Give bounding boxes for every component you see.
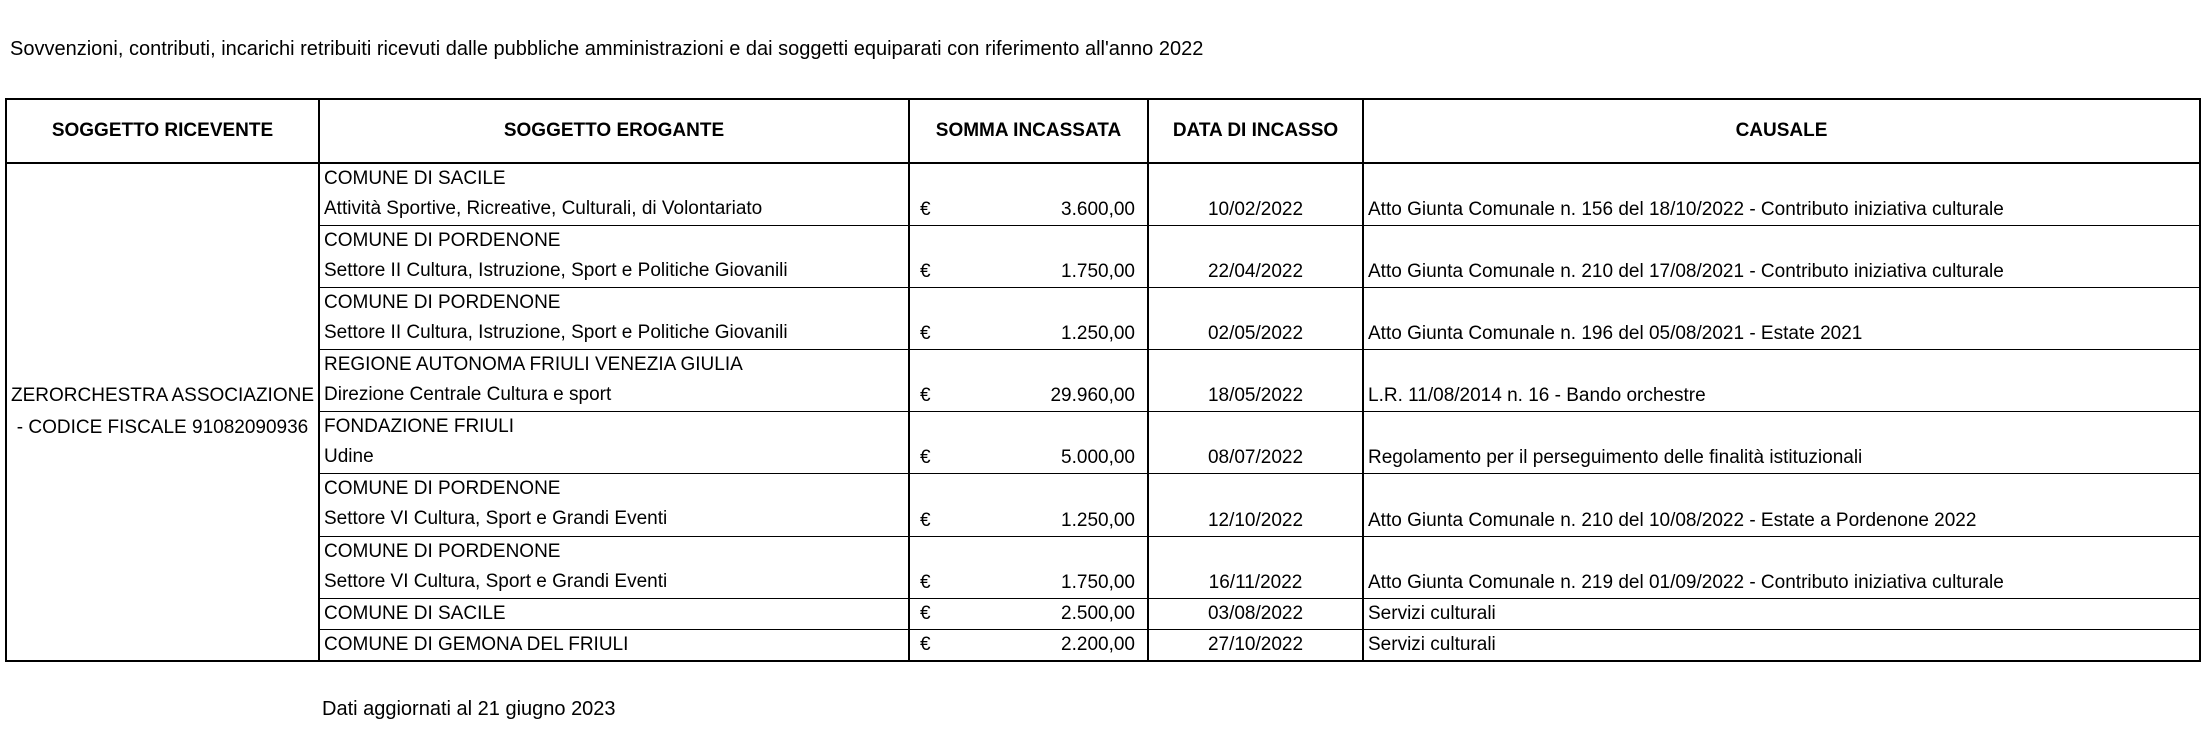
erogante-ente: COMUNE DI PORDENONE — [324, 478, 561, 500]
erogante-ente: COMUNE DI GEMONA DEL FRIULI — [324, 633, 629, 655]
erogante-ufficio: Settore II Cultura, Istruzione, Sport e Politiche Giovanili — [324, 259, 788, 281]
cell-data: 03/08/2022 — [1148, 598, 1363, 629]
cell-data: 18/05/2022 — [1148, 350, 1363, 412]
erogante-ufficio: Settore VI Cultura, Sport e Grandi Eventi — [324, 508, 668, 530]
cell-data: 02/05/2022 — [1148, 287, 1363, 349]
cell-somma — [909, 474, 1148, 536]
cell-data: 16/11/2022 — [1148, 536, 1363, 598]
header-erogante: SOGGETTO EROGANTE — [319, 99, 909, 163]
cell-somma — [909, 287, 1148, 349]
erogante-ufficio: Attività Sportive, Ricreative, Culturali, di Volontariato — [324, 198, 763, 219]
currency-symbol: € — [920, 447, 931, 469]
header-somma: SOMMA INCASSATA — [909, 99, 1148, 163]
amount-value: 5.000,00 — [1061, 447, 1135, 469]
table-row — [6, 287, 2200, 349]
cell-erogante — [319, 536, 909, 598]
cell-somma — [909, 225, 1148, 287]
cell-data: 08/07/2022 — [1148, 412, 1363, 474]
currency-symbol: € — [920, 323, 931, 345]
table-body — [6, 163, 2200, 661]
erogante-ufficio: Direzione Centrale Cultura e sport — [324, 384, 612, 406]
cell-erogante — [319, 350, 909, 412]
cell-data: 27/10/2022 — [1148, 629, 1363, 661]
erogante-ente: COMUNE DI SACILE — [324, 168, 506, 189]
table-row — [6, 536, 2200, 598]
header-data: DATA DI INCASSO — [1148, 99, 1363, 163]
cell-somma — [909, 412, 1148, 474]
erogante-ente: COMUNE DI SACILE — [324, 602, 506, 624]
erogante-ente: COMUNE DI PORDENONE — [324, 291, 561, 313]
header-causale: CAUSALE — [1363, 99, 2200, 163]
header-ricevente: SOGGETTO RICEVENTE — [6, 99, 319, 163]
cell-causale: Servizi culturali — [1363, 629, 2200, 661]
erogante-ufficio: Settore VI Cultura, Sport e Grandi Eventi — [324, 570, 668, 592]
currency-symbol: € — [920, 571, 931, 593]
cell-causale: Servizi culturali — [1363, 598, 2200, 629]
cell-somma — [909, 350, 1148, 412]
cell-causale: Regolamento per il perseguimento delle finalità istituzionali — [1363, 412, 2200, 474]
erogante-ufficio: Settore II Cultura, Istruzione, Sport e Politiche Giovanili — [324, 321, 788, 343]
currency-symbol: € — [920, 602, 931, 624]
cell-data: 10/02/2022 — [1148, 163, 1363, 225]
cell-erogante — [319, 412, 909, 474]
erogante-ente: REGIONE AUTONOMA FRIULI VENEZIA GIULIA — [324, 354, 743, 376]
cell-causale: L.R. 11/08/2014 n. 16 - Bando orchestre — [1363, 350, 2200, 412]
currency-symbol: € — [920, 634, 931, 655]
erogante-ente: COMUNE DI PORDENONE — [324, 540, 561, 562]
cell-data: 22/04/2022 — [1148, 225, 1363, 287]
grants-table — [5, 98, 2201, 662]
cell-somma — [909, 598, 1148, 629]
cell-erogante — [319, 163, 909, 225]
cell-erogante — [319, 598, 909, 629]
cell-causale: Atto Giunta Comunale n. 219 del 01/09/2022 - Contributo iniziativa culturale — [1363, 536, 2200, 598]
cell-erogante — [319, 474, 909, 536]
amount-value: 1.250,00 — [1061, 509, 1135, 531]
cell-somma — [909, 629, 1148, 661]
amount-value: 1.750,00 — [1061, 260, 1135, 282]
currency-symbol: € — [920, 198, 931, 220]
amount-value: 1.250,00 — [1061, 323, 1135, 345]
cell-somma — [909, 163, 1148, 225]
table-row — [6, 350, 2200, 412]
cell-data: 12/10/2022 — [1148, 474, 1363, 536]
table-row — [6, 225, 2200, 287]
cell-somma — [909, 536, 1148, 598]
currency-symbol: € — [920, 509, 931, 531]
cell-erogante — [319, 629, 909, 661]
currency-symbol: € — [920, 260, 931, 282]
erogante-ufficio: Udine — [324, 446, 374, 468]
amount-value: 2.500,00 — [1061, 602, 1135, 624]
erogante-ente: FONDAZIONE FRIULI — [324, 416, 515, 438]
table-row — [6, 412, 2200, 474]
table-row — [6, 474, 2200, 536]
cell-causale: Atto Giunta Comunale n. 196 del 05/08/2021 - Estate 2021 — [1363, 287, 2200, 349]
amount-value: 2.200,00 — [1061, 634, 1135, 655]
currency-symbol: € — [920, 385, 931, 407]
table-header-row — [6, 99, 2200, 163]
intro-text: Sovvenzioni, contributi, incarichi retribuiti ricevuti dalle pubbliche amministrazioni e dai soggetti equiparati con riferimento all'anno 2022 — [10, 38, 1204, 60]
table-row — [6, 163, 2200, 225]
update-note: Dati aggiornati al 21 giugno 2023 — [322, 698, 616, 720]
table-row — [6, 629, 2200, 661]
cell-causale: Atto Giunta Comunale n. 210 del 17/08/2021 - Contributo iniziativa culturale — [1363, 225, 2200, 287]
cell-causale: Atto Giunta Comunale n. 156 del 18/10/2022 - Contributo iniziativa culturale — [1363, 163, 2200, 225]
amount-value: 29.960,00 — [1050, 385, 1135, 407]
cell-erogante — [319, 225, 909, 287]
cell-ricevente: ZERORCHESTRA ASSOCIAZIONE - CODICE FISCALE 91082090936 — [6, 163, 319, 661]
amount-value: 1.750,00 — [1061, 571, 1135, 593]
cell-erogante — [319, 287, 909, 349]
erogante-ente: COMUNE DI PORDENONE — [324, 229, 561, 251]
amount-value: 3.600,00 — [1061, 198, 1135, 220]
table-row — [6, 598, 2200, 629]
cell-causale: Atto Giunta Comunale n. 210 del 10/08/2022 - Estate a Pordenone 2022 — [1363, 474, 2200, 536]
